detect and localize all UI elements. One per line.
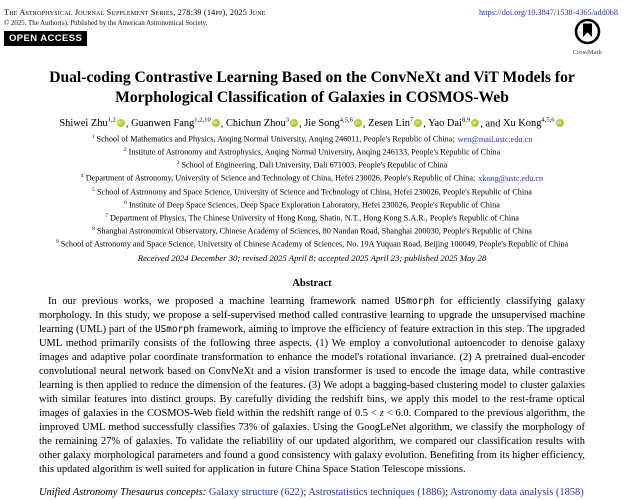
affiliation-line	[0, 171, 624, 184]
author	[59, 118, 125, 129]
journal-title-line: The Astrophysical Journal Supplement Series, 278:39 (14pp), 2025 June	[4, 8, 266, 17]
author	[503, 118, 565, 129]
affil-text: School of Mathematics and Physics, Anqing Normal University, Anqing 246011, People's Republic of China;	[96, 135, 455, 145]
affil-text: School of Engineering, Dali University, Dali 671003, People's Republic of China	[181, 161, 448, 171]
affil-text: Department of Physics, The Chinese University of Hong Kong, Shatin, N.T., Hong Kong S.A.R., People's Republic of China	[109, 213, 519, 223]
abstract-segment: < 6.0. Compared to the previous algorithm, the improved UML method successfully classifies 73% of galaxies. Using the GoogLeNet algorithm, we classify the morphology of the remaining 27% of galaxies. To validate the reliability of our updated algorithm, we compared our classification results with other galaxy morphological parameters and found a good consistency with galaxy evolution. Benefiting from its higher efficiency, this updated algorithm is well suited for application in future China Space Station Telescope missions.	[39, 407, 585, 475]
abstract-text	[39, 295, 585, 477]
author	[226, 118, 299, 129]
last-author-prefix: and	[485, 118, 503, 130]
author-separator: ,	[220, 118, 226, 130]
author-name[interactable]: Guanwen Fang	[131, 118, 195, 130]
affil-number: 4	[80, 173, 84, 180]
author-affil-sup: 1,2	[107, 116, 116, 124]
affiliation-line	[0, 211, 624, 224]
page-header	[0, 0, 624, 56]
author-affil-sup: 4,5,6	[541, 116, 555, 124]
author-affil-sup: 4,5,6	[339, 116, 353, 124]
abstract-segment: for efficiently classifying galaxy morphology. In this study, we propose a self-supervised method called contrastive learning to upgrade the unsupervised machine learning (UML) part of the	[39, 295, 585, 335]
orcid-icon[interactable]	[556, 119, 564, 127]
affiliation-line	[0, 145, 624, 158]
affil-number: 9	[55, 238, 59, 245]
affiliation-line	[0, 132, 624, 145]
affil-number: 5	[92, 186, 95, 193]
affil-number: 8	[92, 225, 95, 232]
received-dates-line: Received 2024 December 30; revised 2025 April 8; accepted 2025 April 23; published 2025 May 28	[137, 252, 487, 263]
copyright-line: © 2025. The Author(s). Published by the American Astronomical Society.	[4, 19, 208, 27]
author-name[interactable]: Yao Dai	[428, 118, 462, 130]
header-right	[479, 8, 618, 56]
author-affil-sup: 8,9	[461, 116, 471, 124]
author	[368, 118, 423, 129]
concept-link[interactable]: Astrostatistics techniques (1886)	[308, 486, 446, 498]
affil-number: 3	[176, 160, 180, 167]
journal-info	[4, 8, 266, 46]
author-list	[0, 117, 624, 129]
author-separator: ,	[362, 118, 369, 130]
author	[428, 118, 480, 129]
affil-text: Institute of Deep Space Sciences, Deep Space Exploration Laboratory, Hefei 230026, People's Republic of China	[128, 200, 500, 210]
abstract-segment: framework, aiming to improve the efficiency of feature extraction in this step. The upgraded UML method primarily consists of the following three aspects. (1) We employ a convolutional autoencoder to denoise galaxy images and adaptive polar coordinate transformation to enhance the model's rotational invariance. (2) A pretrained dual-encoder convolutional neural network based on ConvNeXt and a vision transformer is used to encode the image data, while contrastive learning is then applied to reduce the dimension of the features. (3) We adopt a bagging-based clustering model to cluster galaxies with similar features into distinct groups. By carefully dividing the redshift bins, we apply this model to the rest-frame optical images of galaxies in the COSMOS-Web field within the redshift range of 0.5 <	[39, 323, 585, 419]
email-link[interactable]: xkong@ustc.edu.cn	[478, 174, 544, 184]
doi-link[interactable]: https://doi.org/10.3847/1538-4365/add0b8	[478, 8, 618, 17]
author-separator: ,	[299, 118, 305, 130]
affil-text: Shanghai Astronomical Observatory, Chinese Academy of Sciences, 80 Nandan Road, Shanghai 200030, People's Republic of China	[96, 226, 532, 236]
concept-separator: ;	[303, 486, 309, 498]
open-access-badge: OPEN ACCESS	[4, 31, 87, 46]
author-separator: ,	[480, 118, 486, 130]
author-affil-sup: 1,2,10	[194, 116, 211, 124]
concept-link[interactable]: Astronomy data analysis (1858)	[450, 486, 584, 498]
orcid-icon[interactable]	[471, 119, 479, 127]
crossmark-label: CrossMark	[572, 49, 602, 56]
abstract-segment-italic: z	[379, 407, 384, 419]
author-name[interactable]: Zesen Lin	[368, 118, 410, 130]
affil-text: Department of Astronomy, University of Science and Technology of China, Hefei 230026, People's Republic of China;	[85, 174, 476, 184]
orcid-icon[interactable]	[212, 119, 220, 127]
affil-number: 6	[124, 199, 127, 206]
orcid-icon[interactable]	[117, 119, 125, 127]
affiliation-line	[0, 185, 624, 198]
crossmark-icon	[574, 32, 601, 49]
affil-number: 7	[105, 212, 108, 219]
affil-text: School of Astronomy and Space Science, University of Chinese Academy of Sciences, No. 19A Yuquan Road, Beijing 100049, People's Republic of China	[60, 239, 569, 249]
thesaurus-lead: Unified Astronomy Thesaurus concepts:	[39, 486, 209, 498]
author-name[interactable]: Jie Song	[304, 118, 340, 130]
author-affil-sup: 7	[409, 116, 414, 124]
abstract-segment: In our previous works, we proposed a machine learning framework named	[48, 295, 395, 307]
author-name[interactable]: Chichun Zhou	[225, 118, 286, 130]
author	[304, 118, 363, 129]
email-link[interactable]: wen@mail.ustc.edu.cn	[457, 135, 533, 145]
author-separator: ,	[125, 118, 132, 130]
thesaurus-concepts	[39, 486, 585, 500]
affil-text: School of Astronomy and Space Science, University of Science and Technology of China, Hefei 230026, People's Republic of China	[97, 187, 532, 197]
abstract-segment-mono: USmorph	[154, 323, 195, 335]
abstract-segment-mono: USmorph	[394, 295, 435, 307]
paper-title: Dual-coding Contrastive Learning Based on the ConvNeXt and ViT Models for Morphological Classification of Galaxies in COSMOS-Web	[49, 69, 575, 106]
affiliation-line	[0, 224, 624, 237]
author-affil-sup: 3	[285, 116, 289, 124]
concept-separator: ;	[445, 486, 451, 498]
affil-number: 2	[123, 147, 127, 154]
concept-link[interactable]: Galaxy structure (622)	[208, 486, 304, 498]
affiliation-line	[0, 158, 624, 171]
affil-number: 1	[91, 134, 95, 141]
orcid-icon[interactable]	[354, 119, 362, 127]
affiliation-line	[0, 237, 624, 250]
orcid-icon[interactable]	[414, 119, 422, 127]
affil-text: Institute of Astronomy and Astrophysics, Anqing Normal University, Anqing 246133, People's Republic of China	[128, 148, 501, 158]
abstract-heading: Abstract	[292, 277, 332, 289]
author-name[interactable]: Xu Kong	[503, 118, 542, 130]
crossmark-logo[interactable]	[573, 18, 602, 56]
author-separator: ,	[423, 118, 429, 130]
affiliation-list	[0, 132, 624, 249]
orcid-icon[interactable]	[290, 119, 298, 127]
affiliation-line	[0, 198, 624, 211]
author-name[interactable]: Shiwei Zhu	[59, 118, 108, 130]
author	[131, 118, 221, 129]
